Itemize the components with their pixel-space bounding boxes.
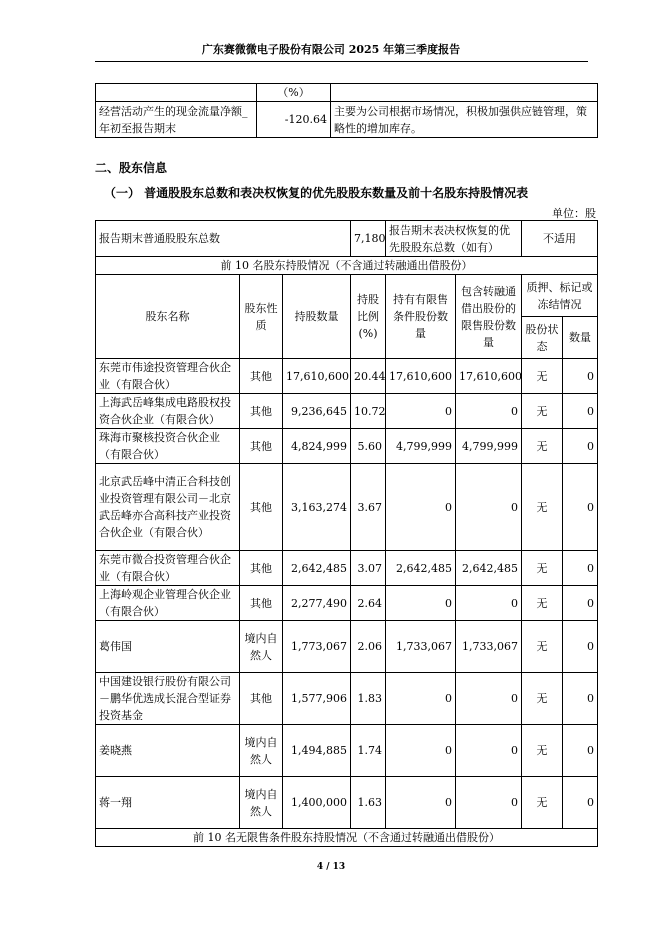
cell-lent: 17,610,600 [456, 359, 522, 394]
cashflow-table [95, 83, 598, 138]
cell-ratio: 2.64 [351, 586, 386, 621]
summary-value-2: 不适用 [522, 221, 598, 257]
cell-ratio: 3.07 [351, 551, 386, 586]
subsection-title: （一） 普通股股东总数和表决权恢复的优先股股东数量及前十名股东持股情况表 [104, 186, 529, 200]
col-header-ratio: 持股比例(%) [351, 275, 386, 359]
cell-name: 蒋一翔 [96, 777, 240, 829]
cell-qty: 0 [563, 621, 598, 673]
table-row [96, 586, 598, 621]
shareholder-table [95, 220, 598, 847]
summary-label-2: 报告期末表决权恢复的优先股股东总数（如有） [386, 221, 522, 257]
cell-nature: 其他 [240, 551, 283, 586]
cell-nature: 境内自然人 [240, 725, 283, 777]
cashflow-unit-cell: （%） [257, 84, 331, 102]
table-row [96, 394, 598, 429]
cell-restricted: 2,642,485 [386, 551, 456, 586]
cell-ratio: 5.60 [351, 429, 386, 464]
col-header-shares: 持股数量 [283, 275, 351, 359]
col-header-qty: 数量 [563, 317, 598, 359]
cell-name: 北京武岳峰中清正合科技创业投资管理有限公司－北京武岳峰亦合高科技产业投资合伙企业（有限合伙） [96, 464, 240, 551]
cell-qty: 0 [563, 725, 598, 777]
table-row [96, 621, 598, 673]
cashflow-note-cont [331, 84, 598, 102]
cell-status: 无 [522, 551, 563, 586]
cell-ratio: 1.83 [351, 673, 386, 725]
cell-shares: 1,494,885 [283, 725, 351, 777]
cell-nature: 其他 [240, 429, 283, 464]
cashflow-row-label: 经营活动产生的现金流量净额_年初至报告期末 [96, 102, 257, 138]
cell-lent: 4,799,999 [456, 429, 522, 464]
cell-name: 上海岭观企业管理合伙企业（有限合伙） [96, 586, 240, 621]
cell-nature: 其他 [240, 673, 283, 725]
cell-name: 葛伟国 [96, 621, 240, 673]
cell-lent: 1,733,067 [456, 621, 522, 673]
cell-restricted: 0 [386, 464, 456, 551]
table-row [96, 551, 598, 586]
cell-nature: 境内自然人 [240, 621, 283, 673]
cell-name: 上海武岳峰集成电路股权投资合伙企业（有限合伙） [96, 394, 240, 429]
page-header: 广东赛微微电子股份有限公司 2025 年第三季度报告 [201, 43, 461, 56]
cell-qty: 0 [563, 777, 598, 829]
cell-name: 姜晓燕 [96, 725, 240, 777]
cell-ratio: 1.74 [351, 725, 386, 777]
cell-nature: 其他 [240, 586, 283, 621]
col-header-pledge: 质押、标记或冻结情况 [522, 275, 598, 317]
cell-name: 东莞市伟途投资管理合伙企业（有限合伙） [96, 359, 240, 394]
cell-restricted: 0 [386, 673, 456, 725]
cell-restricted: 0 [386, 725, 456, 777]
cell-shares: 9,236,645 [283, 394, 351, 429]
cell-lent: 0 [456, 777, 522, 829]
cell-status: 无 [522, 725, 563, 777]
table-row [96, 777, 598, 829]
table-row [96, 464, 598, 551]
summary-label-1: 报告期末普通股股东总数 [96, 221, 351, 257]
cell-status: 无 [522, 673, 563, 725]
cell-status: 无 [522, 464, 563, 551]
cell-qty: 0 [563, 429, 598, 464]
summary-value-1: 7,180 [351, 221, 386, 257]
cell-restricted: 0 [386, 777, 456, 829]
col-header-lent: 包含转融通借出股份的限售股份数量 [456, 275, 522, 359]
cell-lent: 0 [456, 394, 522, 429]
cell-shares: 1,577,906 [283, 673, 351, 725]
unit-label: 单位：股 [552, 207, 596, 220]
cell-shares: 3,163,274 [283, 464, 351, 551]
cell-status: 无 [522, 359, 563, 394]
cell-name: 珠海市聚核投资合伙企业（有限合伙） [96, 429, 240, 464]
page-number: 4 / 13 [316, 862, 346, 872]
cell-shares: 17,610,600 [283, 359, 351, 394]
cashflow-label-cont [96, 84, 257, 102]
cell-status: 无 [522, 777, 563, 829]
cell-restricted: 17,610,600 [386, 359, 456, 394]
cell-qty: 0 [563, 394, 598, 429]
cell-status: 无 [522, 586, 563, 621]
bottom10-title: 前 10 名无限售条件股东持股情况（不含通过转融通出借股份） [96, 829, 598, 847]
cell-qty: 0 [563, 673, 598, 725]
cell-restricted: 0 [386, 394, 456, 429]
cell-lent: 2,642,485 [456, 551, 522, 586]
table-row [96, 725, 598, 777]
cell-ratio: 3.67 [351, 464, 386, 551]
cell-nature: 其他 [240, 464, 283, 551]
cell-shares: 2,642,485 [283, 551, 351, 586]
cell-shares: 1,400,000 [283, 777, 351, 829]
table-row [96, 359, 598, 394]
cell-lent: 0 [456, 464, 522, 551]
cell-lent: 0 [456, 673, 522, 725]
section-title: 二、股东信息 [95, 161, 168, 175]
table-row [96, 429, 598, 464]
cell-shares: 4,824,999 [283, 429, 351, 464]
cell-nature: 其他 [240, 359, 283, 394]
cell-restricted: 4,799,999 [386, 429, 456, 464]
cell-status: 无 [522, 394, 563, 429]
cell-lent: 0 [456, 725, 522, 777]
cell-nature: 境内自然人 [240, 777, 283, 829]
cell-ratio: 1.63 [351, 777, 386, 829]
cell-restricted: 1,733,067 [386, 621, 456, 673]
cell-shares: 2,277,490 [283, 586, 351, 621]
cell-status: 无 [522, 429, 563, 464]
cell-name: 中国建设银行股份有限公司－鹏华优选成长混合型证券投资基金 [96, 673, 240, 725]
cell-qty: 0 [563, 586, 598, 621]
col-header-nature: 股东性质 [240, 275, 283, 359]
cell-ratio: 20.44 [351, 359, 386, 394]
col-header-restricted: 持有有限售条件股份数量 [386, 275, 456, 359]
col-header-status: 股份状态 [522, 317, 563, 359]
header-divider [95, 61, 588, 62]
table-row [96, 673, 598, 725]
cell-nature: 其他 [240, 394, 283, 429]
cell-qty: 0 [563, 551, 598, 586]
cell-ratio: 2.06 [351, 621, 386, 673]
cell-lent: 0 [456, 586, 522, 621]
cell-restricted: 0 [386, 586, 456, 621]
cell-ratio: 10.72 [351, 394, 386, 429]
cashflow-row-note: 主要为公司根据市场情况，积极加强供应链管理，策略性的增加库存。 [331, 102, 598, 138]
cell-qty: 0 [563, 464, 598, 551]
col-header-name: 股东名称 [96, 275, 240, 359]
cell-status: 无 [522, 621, 563, 673]
cell-qty: 0 [563, 359, 598, 394]
top10-title: 前 10 名股东持股情况（不含通过转融通出借股份） [96, 257, 598, 275]
cell-shares: 1,773,067 [283, 621, 351, 673]
cashflow-row-value: -120.64 [257, 102, 331, 138]
cell-name: 东莞市微合投资管理合伙企业（有限合伙） [96, 551, 240, 586]
